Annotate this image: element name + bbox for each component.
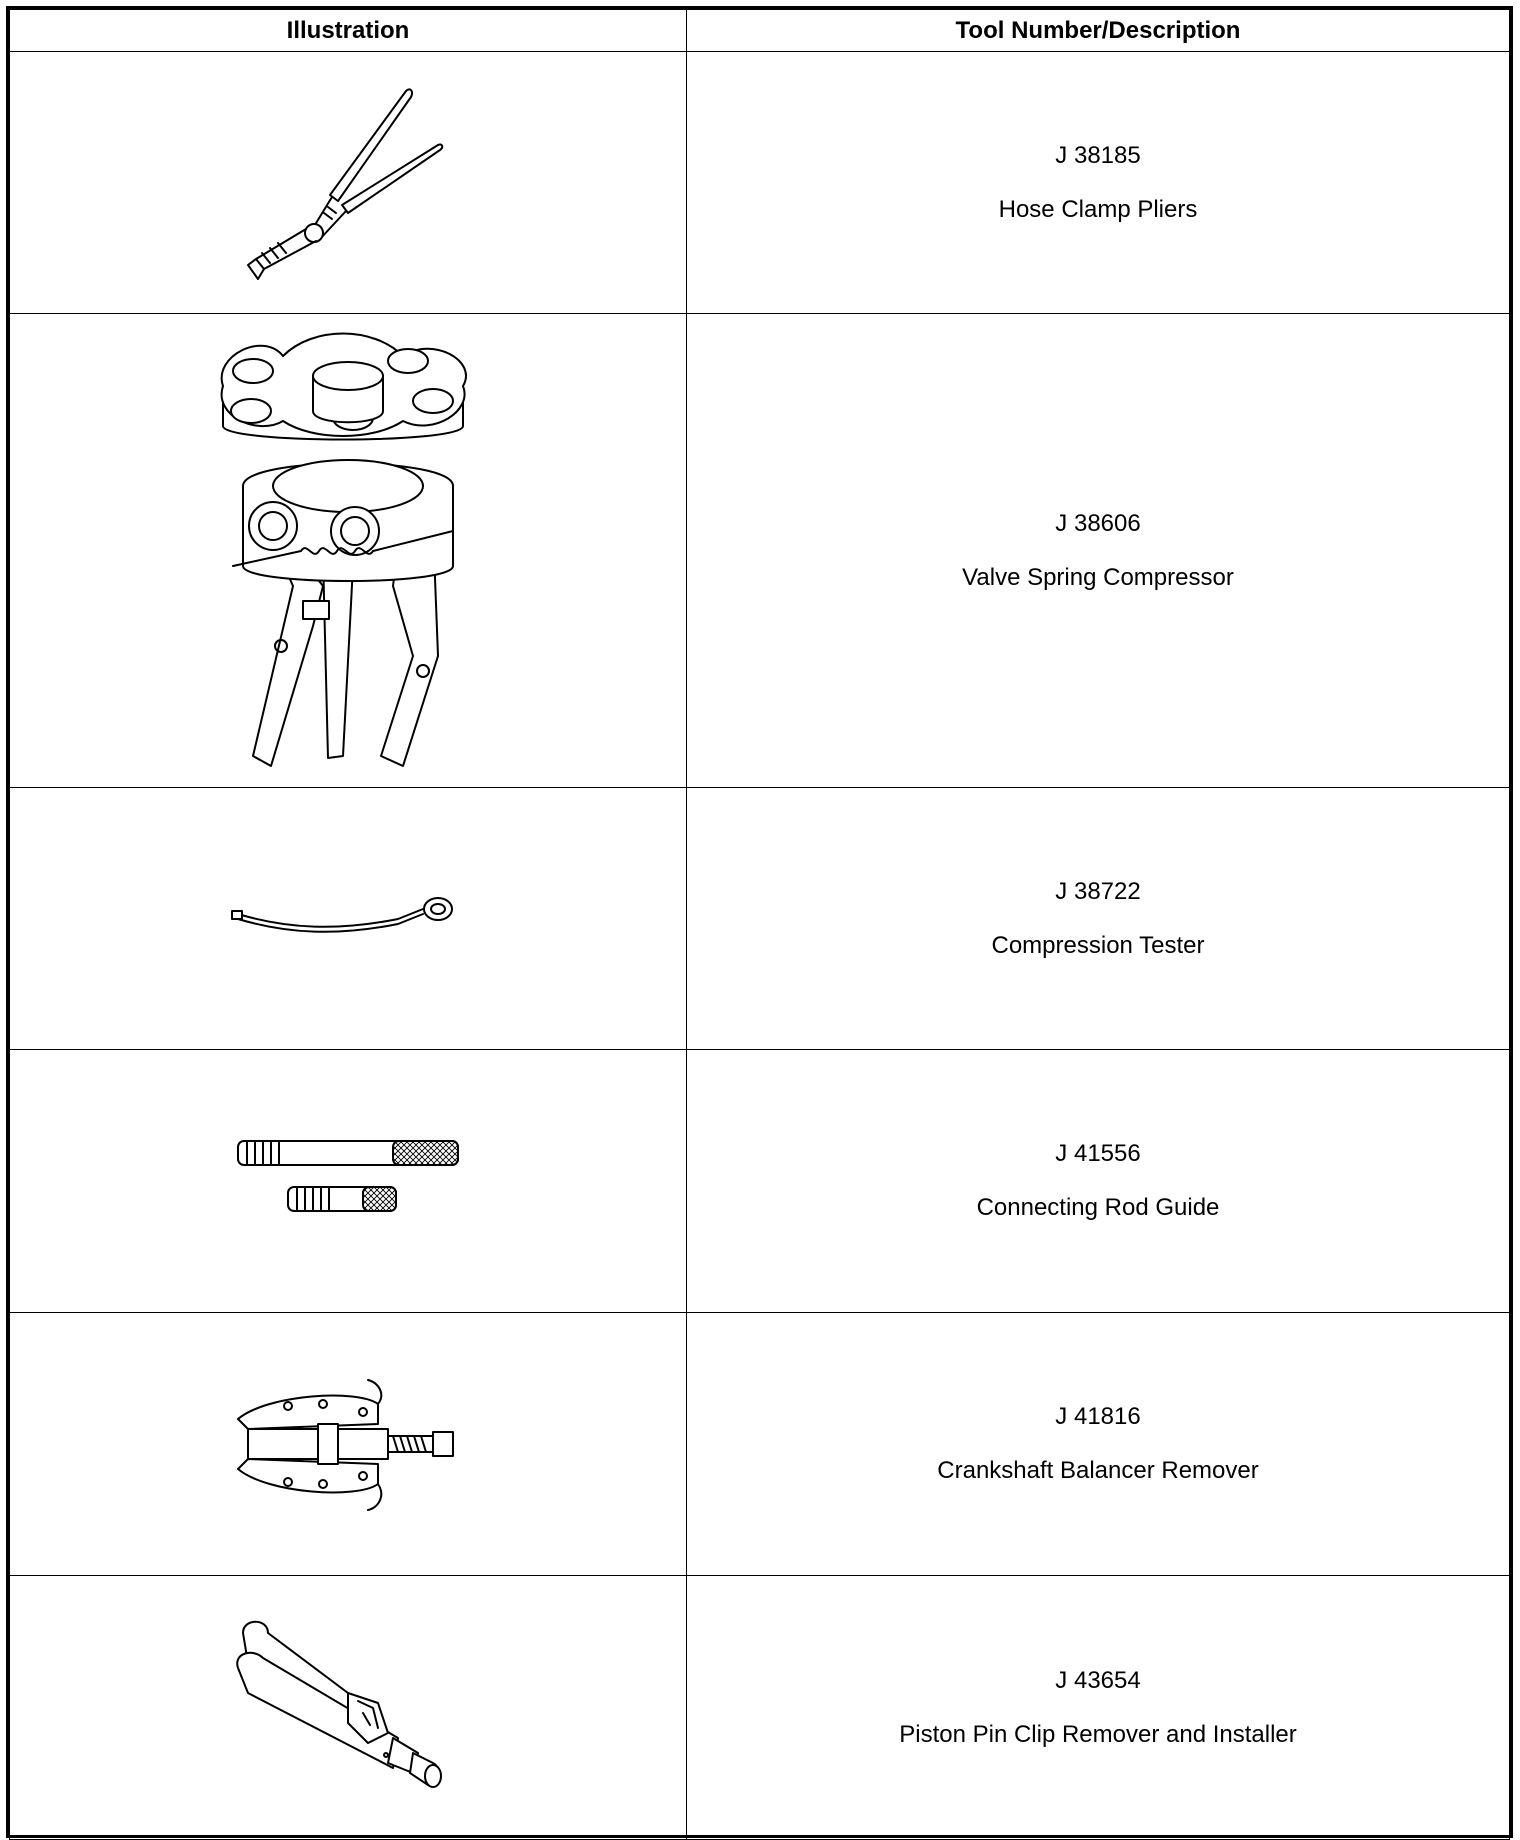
table-header-row: [10, 10, 1510, 52]
tool-number: J 41556: [1055, 1140, 1141, 1167]
tool-description-cell: [687, 1576, 1510, 1840]
illustration-cell: [10, 52, 687, 314]
tool-name: Connecting Rod Guide: [976, 1194, 1220, 1221]
illustration-cell: [10, 1576, 687, 1840]
tool-name: Piston Pin Clip Remover and Installer: [899, 1720, 1297, 1748]
tool-number: J 41816: [1055, 1403, 1141, 1430]
piston-pin-clip-tool-icon: [228, 1613, 468, 1803]
tool-description-cell: [687, 1050, 1510, 1313]
table-row: [10, 314, 1510, 788]
table-row: [10, 788, 1510, 1050]
connecting-rod-guide-icon: [233, 1136, 463, 1226]
tool-description-cell: [687, 788, 1510, 1050]
compression-tester-icon: [228, 889, 468, 949]
table-row: [10, 1313, 1510, 1576]
special-tools-table: [9, 9, 1510, 1840]
header-illustration: Illustration: [10, 10, 687, 52]
tool-description-cell: [687, 1313, 1510, 1576]
tool-name: Valve Spring Compressor: [962, 563, 1234, 591]
tool-name: Compression Tester: [991, 931, 1205, 959]
tool-name: Crankshaft Balancer Remover: [937, 1457, 1259, 1484]
tool-description-cell: [687, 52, 1510, 314]
tool-number: J 43654: [1055, 1666, 1141, 1694]
valve-spring-compressor-icon: [203, 326, 493, 776]
tool-number: J 38722: [1055, 877, 1141, 905]
hose-clamp-pliers-icon: [228, 83, 468, 283]
tool-number: J 38185: [1055, 141, 1141, 169]
illustration-cell: [10, 1050, 687, 1313]
header-tool-description: Tool Number/Description: [687, 10, 1510, 52]
tool-description-cell: [687, 314, 1510, 788]
illustration-cell: [10, 314, 687, 788]
tool-number: J 38606: [1055, 509, 1141, 537]
crankshaft-balancer-remover-icon: [228, 1374, 468, 1514]
tool-name: Hose Clamp Pliers: [998, 195, 1198, 223]
illustration-cell: [10, 1313, 687, 1576]
illustration-cell: [10, 788, 687, 1050]
tools-table-frame: [6, 6, 1513, 1838]
table-row: [10, 1576, 1510, 1840]
table-row: [10, 1050, 1510, 1313]
table-row: [10, 52, 1510, 314]
